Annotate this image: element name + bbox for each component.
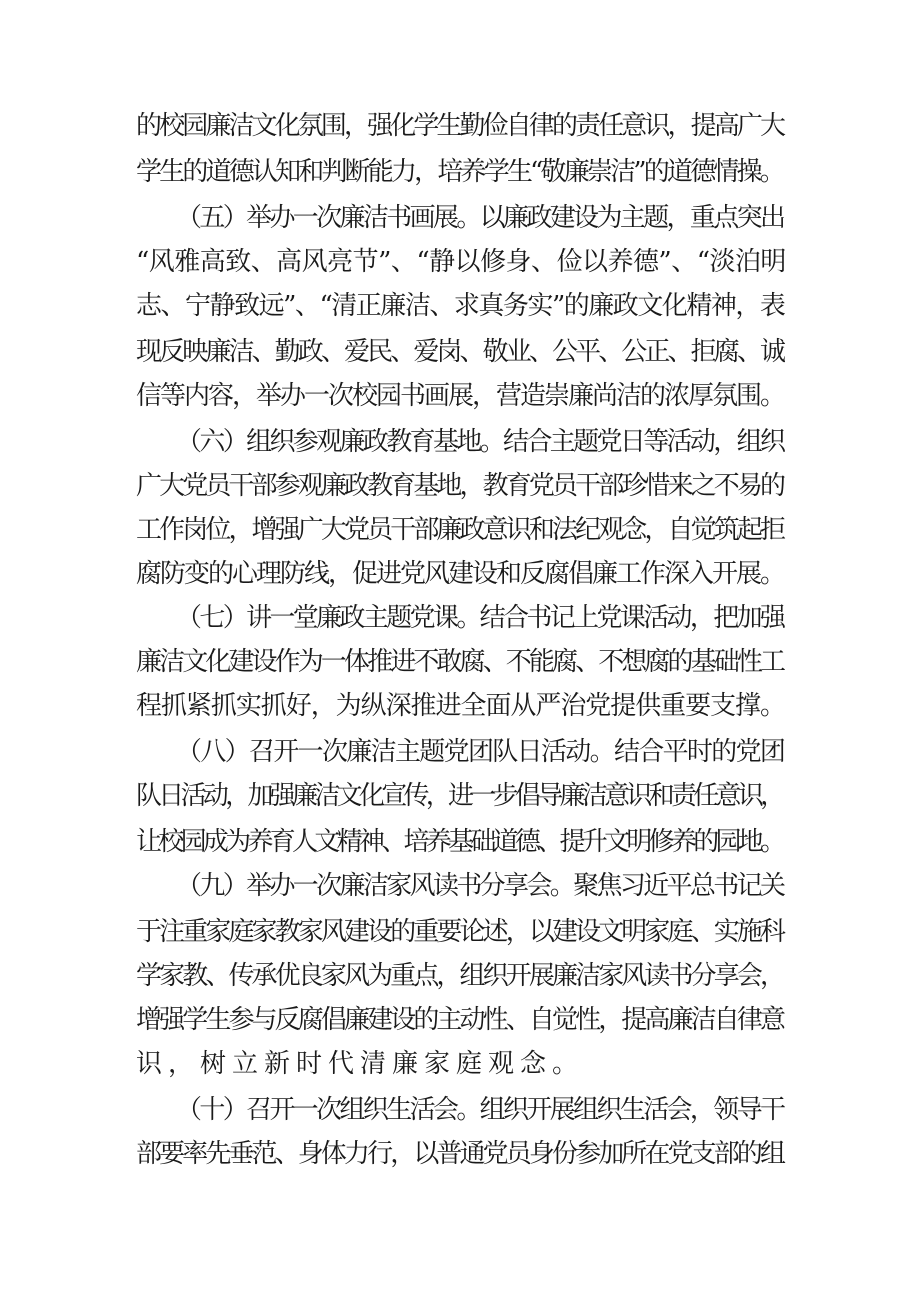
line-text: 学生的道德认知和判断能力，培养学生“敬廉崇洁”的道德情操。 [136, 157, 783, 187]
text-line [0, 552, 920, 596]
paragraph-start-line [0, 420, 920, 464]
line-text: 廉洁文化建设作为一体推进不敢腐、不能腐、不想腐的基础性工 [136, 647, 784, 677]
line-text: 增强学生参与反腐倡廉建设的主动性、自觉性，提高廉洁自律意 [136, 1005, 784, 1035]
text-line [0, 1042, 920, 1086]
paragraph-start-line [0, 730, 920, 774]
text-line [0, 240, 920, 284]
text-line [0, 374, 920, 418]
text-line [0, 820, 920, 864]
text-line [0, 330, 920, 374]
line-text: 于注重家庭家教家风建设的重要论述，以建设文明家庭、实施科 [136, 917, 784, 947]
paragraph-start-line [0, 596, 920, 640]
line-text: （七）讲一堂廉政主题党课。结合书记上党课活动，把加强 [176, 603, 784, 633]
paragraph-start-line [0, 1088, 920, 1132]
line-text: （八）召开一次廉洁主题党团队日活动。结合平时的党团 [176, 737, 785, 767]
text-line [0, 464, 920, 508]
line-text: 广大党员干部参观廉政教育基地，教育党员干部珍惜来之不易的 [136, 471, 784, 501]
line-text: 队日活动，加强廉洁文化宣传，进一步倡导廉洁意识和责任意识， [136, 781, 783, 811]
line-text: 让校园成为养育人文精神、培养基础道德、提升文明修养的园地。 [136, 827, 783, 857]
text-line [0, 998, 920, 1042]
text-line [0, 684, 920, 728]
line-text: （九）举办一次廉洁家风读书分享会。聚焦习近平总书记关 [176, 871, 784, 901]
text-line [0, 104, 920, 148]
line-text: 腐防变的心理防线，促进党风建设和反腐倡廉工作深入开展。 [136, 559, 785, 589]
line-text: 现反映廉洁、勤政、爱民、爱岗、敬业、公平、公正、拒腐、诚 [136, 337, 784, 367]
line-text: 学家教、传承优良家风为重点，组织开展廉洁家风读书分享会， [136, 961, 784, 991]
text-line [0, 284, 920, 328]
line-text: 志、宁静致远”、“清正廉洁、求真务实”的廉政文化精神，表 [136, 291, 785, 321]
line-text: 信等内容，举办一次校园书画展，营造崇廉尚洁的浓厚氛围。 [136, 381, 785, 411]
text-line [0, 640, 920, 684]
line-text: 程抓紧抓实抓好，为纵深推进全面从严治党提供重要支撑。 [136, 691, 785, 721]
line-text: （六）组织参观廉政教育基地。结合主题党日等活动，组织 [176, 427, 784, 457]
line-text: （十）召开一次组织生活会。组织开展组织生活会，领导干 [176, 1095, 784, 1125]
text-line [0, 910, 920, 954]
text-line [0, 954, 920, 998]
text-line [0, 508, 920, 552]
paragraph-start-line [0, 864, 920, 908]
text-line [0, 150, 920, 194]
line-text: 工作岗位，增强广大党员干部廉政意识和法纪观念，自觉筑起拒 [136, 515, 784, 545]
paragraph-start-line [0, 196, 920, 240]
line-text: “风雅高致、高风亮节”、“静以修身、俭以养德”、“淡泊明 [136, 247, 786, 277]
text-line [0, 774, 920, 818]
line-text: 识，树立新时代清廉家庭观念。 [136, 1049, 585, 1079]
line-text: 的校园廉洁文化氛围，强化学生勤俭自律的责任意识，提高广大 [136, 111, 784, 141]
text-line [0, 1132, 920, 1176]
line-text: （五）举办一次廉洁书画展。以廉政建设为主题，重点突出 [176, 203, 784, 233]
line-text: 部要率先垂范、身体力行，以普通党员身份参加所在党支部的组 [136, 1139, 784, 1169]
